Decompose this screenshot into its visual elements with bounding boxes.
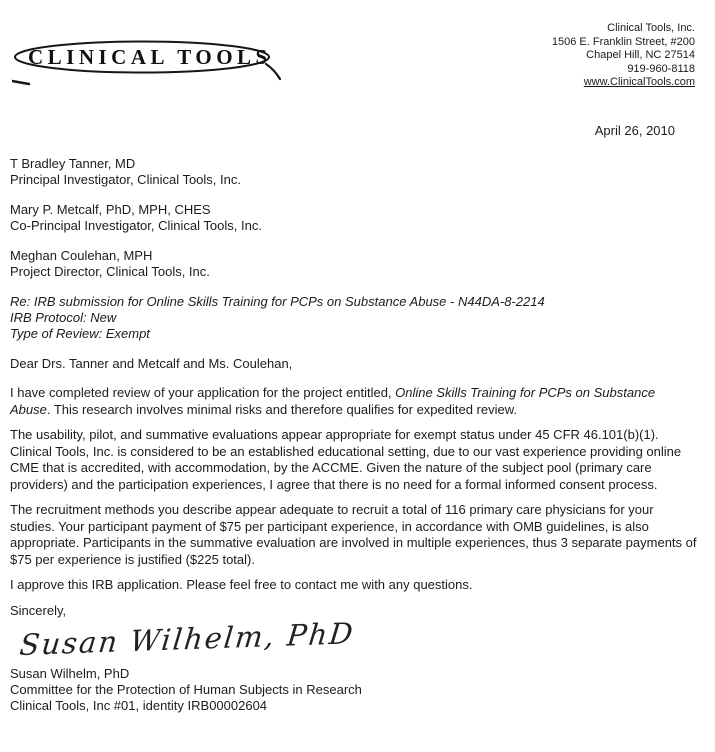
p1-project-title: Online Skills Training for PCPs on Substance Abuse — [10, 385, 656, 417]
signer-block — [10, 666, 697, 714]
recipient-block — [10, 202, 697, 234]
subject-protocol-line: IRB Protocol: New — [10, 310, 117, 325]
salutation: Dear Drs. Tanner and Metcalf and Ms. Coulehan, — [10, 356, 293, 371]
letter-body — [10, 156, 701, 714]
p1-text-before: I have completed review of your application for the project entitled, — [10, 385, 396, 400]
paragraph-2: The usability, pilot, and summative evaluations appear appropriate for exempt status under 45 CFR 46.101(b)(1). Clinical Tools, Inc. is considered to be an established educational setting, due to our vast experience providing online CME that is accredited, with accommodation, by the ACCME. Given the nature of the subject pool (primary care providers) and the participation experiences, I agree that there is no need for a formal informed consent process. — [10, 427, 682, 492]
recipient-title: Co-Principal Investigator, Clinical Tools, Inc. — [10, 218, 262, 233]
subject-re-line: Re: IRB submission for Online Skills Training for PCPs on Substance Abuse - N44DA-8-2214 — [10, 294, 545, 309]
letter-date: April 26, 2010 — [594, 123, 675, 138]
recipient-name: Meghan Coulehan, MPH — [10, 248, 153, 263]
recipient-block — [10, 248, 697, 280]
recipient-name: T Bradley Tanner, MD — [10, 156, 136, 171]
clinical-tools-logo — [12, 28, 284, 93]
signer-name: Susan Wilhelm, PhD — [10, 665, 130, 681]
paragraph-4: I approve this IRB application. Please feel free to contact me with any questions. — [10, 577, 473, 592]
logo-text: CLINICAL TOOLS — [28, 45, 272, 69]
address-line-2: Chapel Hill, NC 27514 — [586, 49, 695, 61]
p1-text-after: . This research involves minimal risks and therefore qualifies for expedited review. — [46, 401, 518, 417]
subject-review-line: Type of Review: Exempt — [10, 326, 150, 341]
paragraph-1 — [10, 385, 697, 418]
signer-org: Committee for the Protection of Human Subjects in Research — [10, 681, 362, 697]
recipient-block — [10, 156, 697, 188]
recipient-title: Project Director, Clinical Tools, Inc. — [10, 264, 210, 279]
phone-number: 919-960-8118 — [627, 62, 695, 75]
company-name: Clinical Tools, Inc. — [607, 22, 695, 34]
signature: Susan Wilhelm, PhD — [18, 615, 357, 662]
closing: Sincerely, — [10, 602, 67, 618]
subject-block — [10, 294, 697, 342]
signer-id: Clinical Tools, Inc #01, identity IRB00002604 — [10, 697, 268, 713]
recipient-title: Principal Investigator, Clinical Tools, Inc. — [10, 172, 241, 187]
letterhead — [10, 14, 701, 93]
logo-swoosh-icon — [12, 28, 284, 90]
website-link[interactable]: www.ClinicalTools.com — [583, 76, 695, 88]
letterhead-address — [552, 14, 701, 90]
address-line-1: 1506 E. Franklin Street, #200 — [551, 35, 695, 48]
recipient-name: Mary P. Metcalf, PhD, MPH, CHES — [10, 202, 211, 217]
paragraph-3: The recruitment methods you describe appear adequate to recruit a total of 116 primary care physicians for your studies. Your participant payment of $75 per participant experience, in accordance with OMB guidelines, is also appropriate. Participants in the summative evaluation are involved in multiple experiences, thus 3 separate payments of $75 per experience is justified ($225 total). — [10, 502, 697, 567]
